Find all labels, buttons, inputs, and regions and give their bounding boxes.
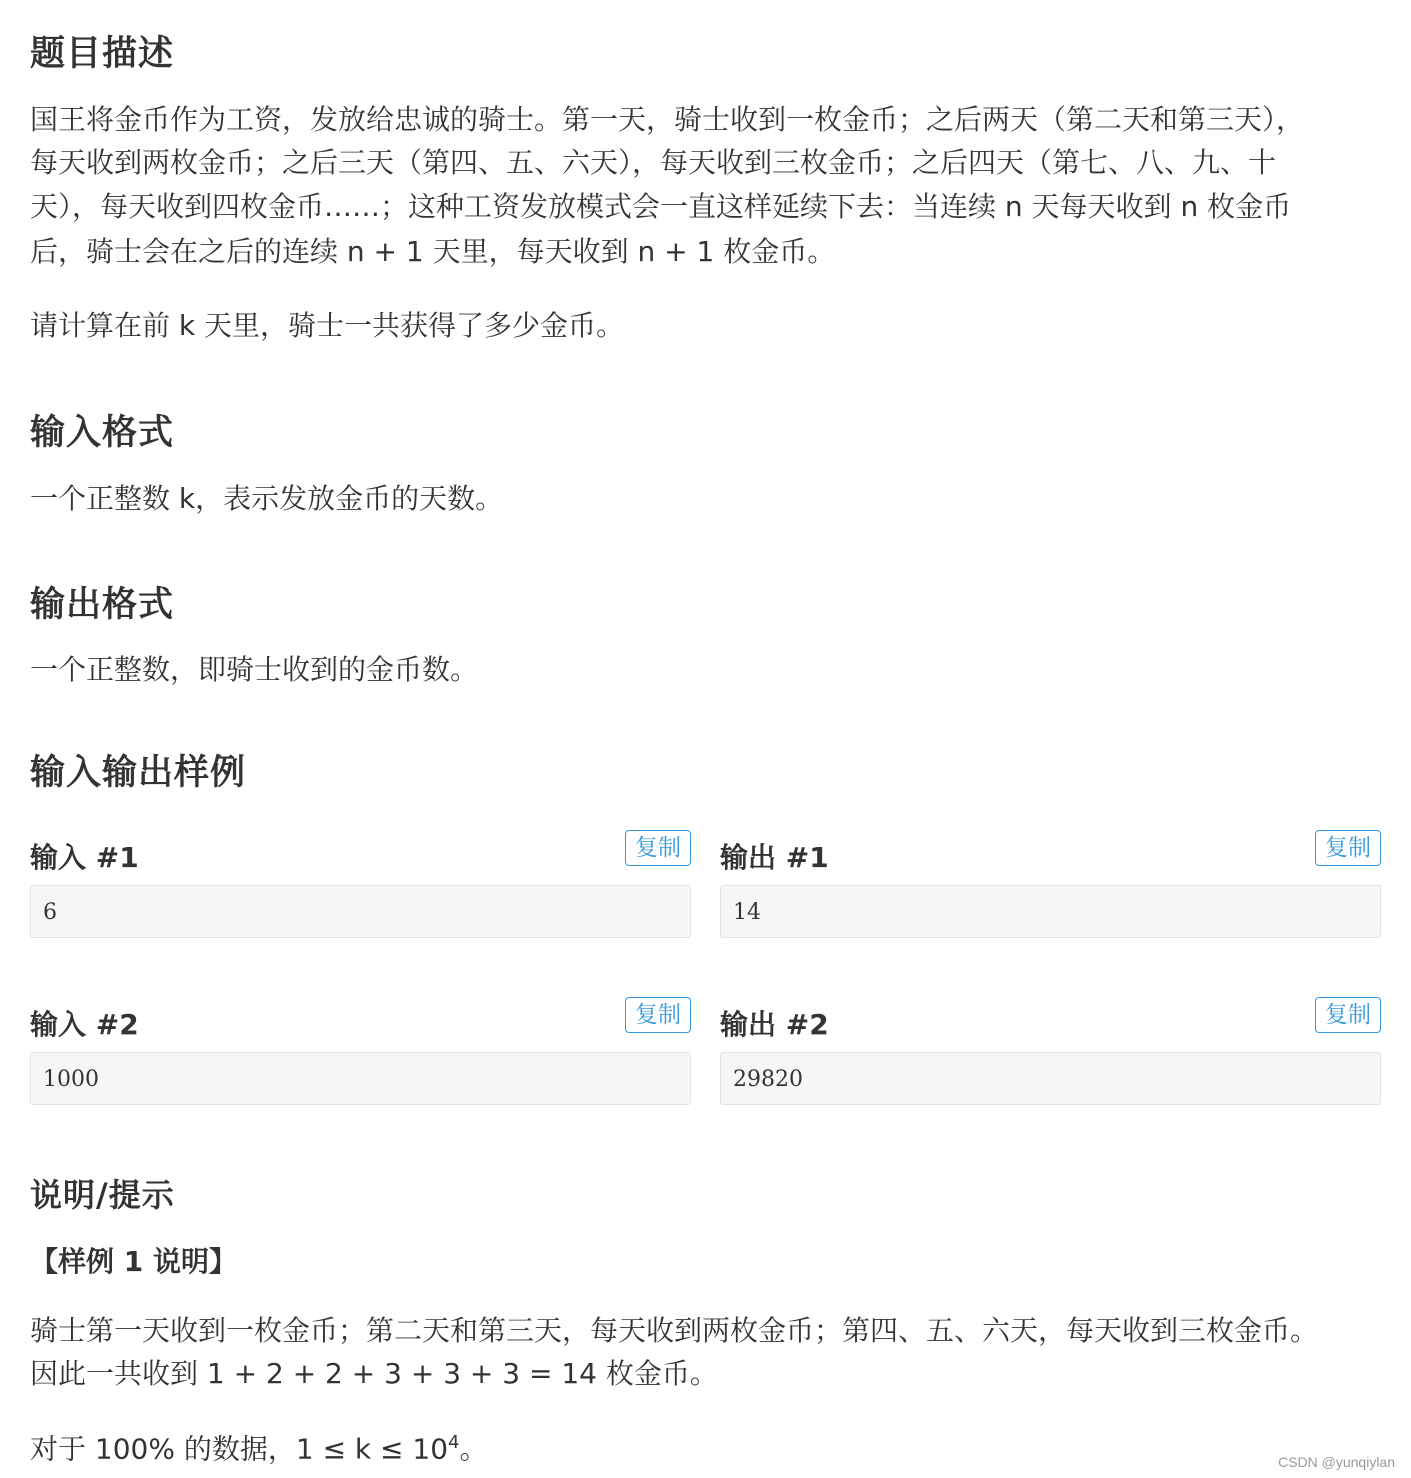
hint-line-3-end: 。 [459,1432,488,1466]
input-format-text: 一个正整数 k，表示发放金币的天数。 [30,482,504,515]
hint-line-3-text: 对于 100% 的数据，1 ≤ k ≤ 10 [30,1432,449,1466]
copy-button[interactable]: 复制 [625,830,691,866]
copy-button[interactable]: 复制 [625,997,691,1033]
sample-input-value: 1000 [30,1052,691,1105]
copy-button[interactable]: 复制 [1315,997,1381,1033]
copy-button[interactable]: 复制 [1315,830,1381,866]
description-question: 请计算在前 k 天里，骑士一共获得了多少金币。 [30,309,625,342]
sample-output-value: 29820 [720,1052,1381,1105]
sample-input-value: 6 [30,885,691,938]
watermark: CSDN @yunqiylan [1278,1454,1395,1470]
description-line-4: 后，骑士会在之后的连续 n + 1 天里，每天收到 n + 1 枚金币。 [30,235,836,268]
input-format-heading: 输入格式 [30,413,175,453]
hint-line-1: 骑士第一天收到一枚金币；第二天和第三天，每天收到两枚金币；第四、五、六天，每天收到三枚金币。 [30,1314,1319,1347]
hint-heading: 说明/提示 [30,1176,175,1214]
description-heading: 题目描述 [30,34,175,74]
sample-output-1 [720,830,1381,925]
sample-output-label: 输出 #2 [720,1008,829,1041]
sample-input-label: 输入 #1 [30,841,139,874]
hint-line-3 [30,1421,1360,1471]
sample-input-2 [30,997,691,1092]
output-format-text: 一个正整数，即骑士收到的金币数。 [30,653,479,686]
description-line-1: 国王将金币作为工资，发放给忠诚的骑士。第一天，骑士收到一枚金币；之后两天（第二天和第三天）， [30,103,1305,136]
sample-output-label: 输出 #1 [720,841,829,874]
sample-input-label: 输入 #2 [30,1008,139,1041]
description-line-3: 天），每天收到四枚金币……；这种工资发放模式会一直这样延续下去：当连续 n 天每天收到 n 枚金币 [30,190,1292,223]
sample-input-1 [30,830,691,925]
samples-heading: 输入输出样例 [30,753,247,793]
description-line-2: 每天收到两枚金币；之后三天（第四、五、六天），每天收到三枚金币；之后四天（第七、八、九、十 [30,146,1277,179]
sample-output-2 [720,997,1381,1092]
hint-exponent: 4 [448,1432,460,1453]
hint-subheading: 【样例 1 说明】 [30,1245,237,1278]
hint-line-2: 因此一共收到 1 + 2 + 2 + 3 + 3 + 3 = 14 枚金币。 [30,1357,718,1390]
output-format-heading: 输出格式 [30,585,175,625]
sample-output-value: 14 [720,885,1381,938]
